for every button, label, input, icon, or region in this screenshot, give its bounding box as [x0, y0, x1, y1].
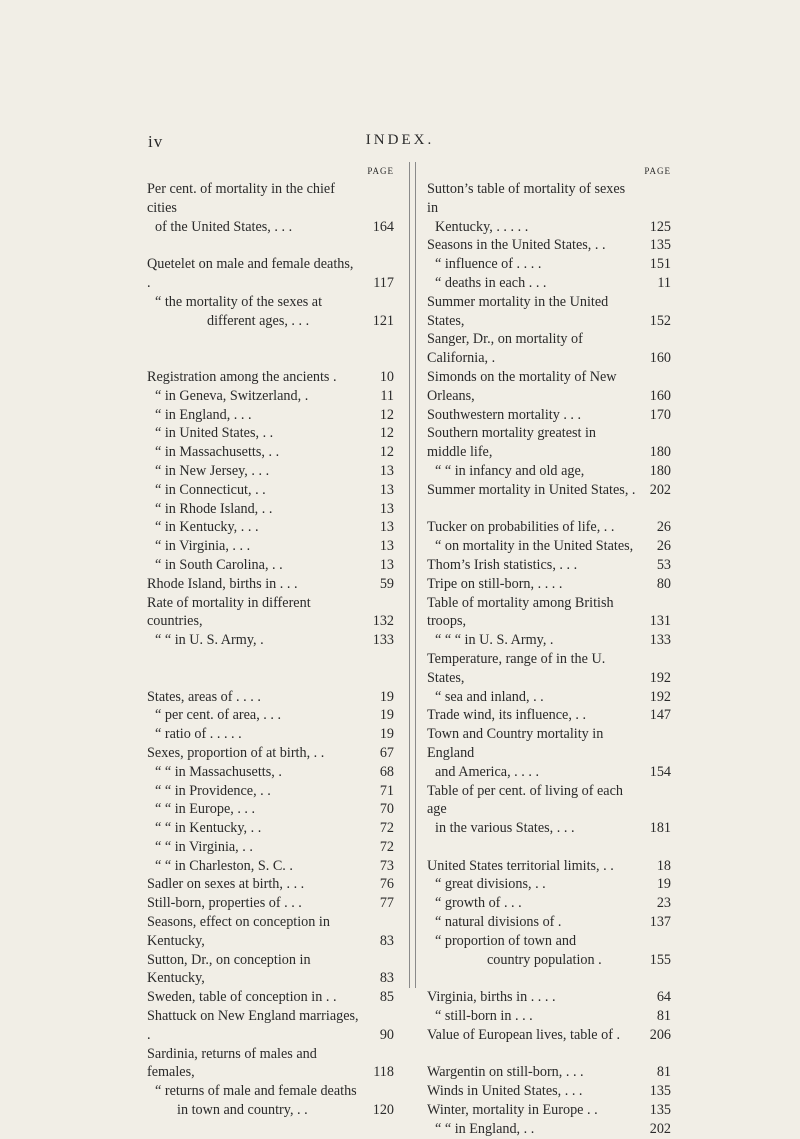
index-entry [427, 650, 671, 688]
entry-text: Thom’s Irish statistics, . . . [427, 556, 578, 573]
index-entry [147, 838, 394, 857]
index-entry [147, 218, 394, 237]
entry-spacer [427, 500, 671, 519]
entry-page-number: 13 [379, 519, 394, 536]
index-column-right [427, 162, 671, 1139]
index-entries [427, 180, 671, 1139]
entry-page-number: 19 [379, 707, 394, 724]
entry-page-number: 154 [649, 763, 671, 780]
entry-page-number: 19 [656, 876, 671, 893]
entry-text: Tripe on still-born, . . . . [427, 575, 563, 592]
entry-text: Simonds on the mortality of New Orleans, [427, 368, 617, 404]
entry-text: “ influence of . . . . [435, 256, 542, 273]
entry-page-number: 67 [379, 744, 394, 761]
page-column-heading: PAGE [367, 166, 394, 176]
entry-text: and America, . . . . [435, 763, 540, 780]
entry-text: “ “ in Providence, . . [155, 782, 271, 799]
entry-text: “ the mortality of the sexes at [155, 293, 323, 310]
entry-text: Sweden, table of conception in . . [147, 989, 337, 1006]
entry-text: Temperature, range of in the U. States, [427, 650, 606, 686]
entry-text: “ on mortality in the United States, [435, 538, 634, 555]
entry-text: “ great divisions, . . [435, 876, 546, 893]
entry-text: “ in Virginia, . . . [155, 538, 251, 555]
entry-page-number: 70 [379, 801, 394, 818]
entry-page-number: 135 [649, 237, 671, 254]
index-entry [147, 575, 394, 594]
entry-page-number: 72 [379, 838, 394, 855]
entry-page-number: 73 [379, 857, 394, 874]
entry-page-number: 206 [649, 1026, 671, 1043]
index-entry [147, 255, 394, 293]
entry-text: in the various States, . . . [435, 820, 575, 837]
index-entry [427, 819, 671, 838]
index-entry [427, 1101, 671, 1120]
index-entry [147, 725, 394, 744]
entry-text: “ proportion of town and [435, 932, 577, 949]
entry-page-number: 181 [649, 820, 671, 837]
entry-page-number: 160 [649, 350, 671, 367]
index-entry [427, 236, 671, 255]
entry-text: “ in Kentucky, . . . [155, 519, 259, 536]
entry-text: Quetelet on male and female deaths, . [147, 256, 354, 291]
index-entry [147, 462, 394, 481]
entry-page-number: 160 [649, 387, 671, 404]
entry-page-number: 13 [379, 556, 394, 573]
index-entry [427, 782, 671, 820]
entry-text: Virginia, births in . . . . [427, 989, 556, 1006]
entry-text: Tucker on probabilities of life, . . [427, 519, 615, 536]
entry-text: Seasons, effect on conception in Kentucky, [147, 914, 330, 949]
entry-page-number: 135 [649, 1083, 671, 1100]
index-entry [427, 988, 671, 1007]
entry-text: “ still-born in . . . [435, 1008, 533, 1025]
entry-page-number: 13 [379, 462, 394, 479]
entry-text: “ natural divisions of . [435, 914, 562, 931]
entry-page-number: 180 [649, 462, 671, 479]
index-entry [147, 293, 394, 312]
entry-text: Sexes, proportion of at birth, . . [147, 744, 325, 761]
index-entry [147, 594, 394, 632]
index-entry [427, 218, 671, 237]
index-entry [147, 763, 394, 782]
entry-text: Sutton’s table of mortality of sexes in [427, 181, 626, 216]
entry-text: Value of European lives, table of . [427, 1026, 621, 1043]
index-entry [147, 1045, 394, 1083]
entry-page-number: 147 [649, 707, 671, 724]
entry-page-number: 117 [373, 274, 394, 291]
index-entry [427, 1007, 671, 1026]
index-entry [147, 518, 394, 537]
entry-text: “ “ “ in U. S. Army, . [435, 632, 554, 649]
entry-text: “ deaths in each . . . [435, 274, 547, 291]
entry-text: Table of per cent. of living of each age [427, 782, 623, 818]
index-entry [147, 500, 394, 519]
entry-spacer [427, 838, 671, 857]
entry-text: “ “ in Kentucky, . . [155, 820, 262, 837]
entry-text: Southwestern mortality . . . [427, 406, 582, 423]
index-entry [427, 932, 671, 951]
index-entry [427, 913, 671, 932]
page-header [0, 132, 800, 156]
entry-text: “ “ in Europe, . . . [155, 801, 256, 818]
entry-page-number: 10 [379, 368, 394, 385]
entry-text: Rhode Island, births in . . . [147, 575, 298, 592]
index-entry [427, 368, 671, 406]
entry-text: of the United States, . . . [155, 218, 293, 235]
entry-page-number: 13 [379, 500, 394, 517]
index-entry [427, 857, 671, 876]
entry-text: “ in England, . . . [155, 406, 252, 423]
entry-text: “ ratio of . . . . . [155, 726, 242, 743]
entry-spacer [147, 650, 394, 669]
entry-page-number: 85 [379, 989, 394, 1006]
index-entry [427, 894, 671, 913]
entry-page-number: 83 [379, 970, 394, 987]
index-entry [427, 951, 671, 970]
entry-text: “ “ in infancy and old age, [435, 462, 585, 479]
index-entry [427, 293, 671, 331]
entry-text: “ “ in England, . . [435, 1120, 535, 1137]
entry-page-number: 23 [656, 895, 671, 912]
entry-text: Sardinia, returns of males and females, [147, 1045, 317, 1081]
entry-page-number: 192 [649, 688, 671, 705]
entry-page-number: 170 [649, 406, 671, 423]
entry-page-number: 59 [379, 575, 394, 592]
entry-page-number: 192 [649, 669, 671, 686]
index-entry [427, 763, 671, 782]
index-entry [427, 706, 671, 725]
running-title: INDEX. [365, 132, 435, 148]
index-entry [147, 312, 394, 331]
entry-text: “ in Connecticut, . . [155, 481, 266, 498]
entry-page-number: 125 [649, 218, 671, 235]
entry-page-number: 90 [379, 1026, 394, 1043]
index-entry [427, 1120, 671, 1139]
index-entry [147, 744, 394, 763]
entry-text: “ in Rhode Island, . . [155, 500, 273, 517]
entry-text: Table of mortality among British troops, [427, 594, 614, 630]
index-entry [147, 782, 394, 801]
entry-spacer [427, 969, 671, 988]
entry-page-number: 81 [656, 1008, 671, 1025]
index-entry [147, 387, 394, 406]
index-entry [427, 1026, 671, 1045]
index-entry [147, 556, 394, 575]
index-entry [147, 368, 394, 387]
index-entry [147, 951, 394, 989]
entry-page-number: 71 [379, 782, 394, 799]
entry-text: “ “ in Virginia, . . [155, 838, 253, 855]
index-entry [427, 725, 671, 763]
entry-page-number: 19 [379, 726, 394, 743]
index-entry [147, 875, 394, 894]
index-entry [147, 537, 394, 556]
entry-text: Shattuck on New England marriages, . [147, 1008, 359, 1043]
entry-text: Sadler on sexes at birth, . . . [147, 876, 305, 893]
index-entry [147, 631, 394, 650]
index-entry [427, 537, 671, 556]
index-entry [427, 274, 671, 293]
index-entry [147, 800, 394, 819]
entry-page-number: 12 [379, 444, 394, 461]
index-entry [147, 424, 394, 443]
entry-text: Trade wind, its influence, . . [427, 707, 587, 724]
index-entry [147, 1007, 394, 1045]
entry-page-number: 135 [649, 1102, 671, 1119]
entry-page-number: 202 [649, 481, 671, 498]
index-entry [427, 180, 671, 218]
entry-text: States, areas of . . . . [147, 688, 261, 705]
index-entry [427, 518, 671, 537]
entry-text: Kentucky, . . . . . [435, 218, 529, 235]
entry-text: “ in Massachusetts, . . [155, 444, 280, 461]
entry-page-number: 131 [649, 613, 671, 630]
entry-page-number: 180 [649, 444, 671, 461]
index-entry [427, 594, 671, 632]
entry-page-number: 26 [656, 519, 671, 536]
entry-page-number: 76 [379, 876, 394, 893]
entry-page-number: 77 [379, 895, 394, 912]
page-column-heading: PAGE [644, 166, 671, 176]
entry-page-number: 68 [379, 763, 394, 780]
entry-spacer [427, 1045, 671, 1064]
entry-text: “ in United States, . . [155, 425, 274, 442]
index-entry [147, 481, 394, 500]
entry-page-number: 202 [649, 1120, 671, 1137]
entry-text: in town and country, . . [177, 1102, 308, 1119]
index-entry [427, 575, 671, 594]
entry-page-number: 18 [656, 857, 671, 874]
entry-page-number: 11 [657, 274, 671, 291]
entry-page-number: 12 [379, 406, 394, 423]
index-entries [147, 180, 394, 1120]
entry-text: “ sea and inland, . . [435, 688, 544, 705]
column-divider [409, 162, 416, 988]
entry-spacer [147, 349, 394, 368]
entry-text: “ in South Carolina, . . [155, 556, 283, 573]
entry-text: Seasons in the United States, . . [427, 237, 606, 254]
index-entry [427, 631, 671, 650]
entry-text: “ in Geneva, Switzerland, . [155, 387, 309, 404]
index-entry [147, 988, 394, 1007]
entry-text: Sutton, Dr., on conception in Kentucky, [147, 951, 311, 987]
index-entry [147, 913, 394, 951]
entry-text: Still-born, properties of . . . [147, 895, 302, 912]
index-entry [427, 330, 671, 368]
entry-page-number: 11 [380, 387, 394, 404]
index-entry [147, 857, 394, 876]
index-entry [147, 819, 394, 838]
entry-text: different ages, . . . [207, 312, 310, 329]
index-entry [427, 406, 671, 425]
index-entry [147, 894, 394, 913]
entry-page-number: 133 [372, 632, 394, 649]
index-entry [427, 424, 671, 462]
entry-page-number: 137 [649, 914, 671, 931]
entry-text: Summer mortality in United States, . [427, 481, 636, 498]
entry-text: “ per cent. of area, . . . [155, 707, 282, 724]
entry-page-number: 13 [379, 538, 394, 555]
entry-page-number: 121 [372, 312, 394, 329]
entry-text: Summer mortality in the United States, [427, 293, 609, 329]
index-entry [147, 688, 394, 707]
entry-text: Town and Country mortality in England [427, 726, 604, 761]
page-folio: iv [148, 132, 164, 151]
entry-text: “ “ in Charleston, S. C. . [155, 857, 293, 874]
entry-text: “ “ in U. S. Army, . [155, 632, 264, 649]
entry-page-number: 120 [372, 1102, 394, 1119]
entry-page-number: 151 [649, 256, 671, 273]
entry-text: Sanger, Dr., on mortality of California, . [427, 331, 583, 367]
entry-spacer [147, 236, 394, 255]
entry-page-number: 152 [649, 312, 671, 329]
index-entry [147, 1101, 394, 1120]
index-entry [147, 443, 394, 462]
entry-page-number: 83 [379, 932, 394, 949]
entry-text: “ in New Jersey, . . . [155, 462, 270, 479]
entry-page-number: 155 [649, 951, 671, 968]
index-entry [147, 180, 394, 218]
index-entry [427, 1063, 671, 1082]
index-column-left [147, 162, 394, 1120]
index-entry [427, 481, 671, 500]
entry-spacer [147, 330, 394, 349]
entry-page-number: 53 [656, 556, 671, 573]
entry-page-number: 133 [649, 632, 671, 649]
entry-text: “ growth of . . . [435, 895, 522, 912]
index-entry [147, 1082, 394, 1101]
entry-page-number: 80 [656, 575, 671, 592]
index-entry [147, 406, 394, 425]
index-entry [427, 688, 671, 707]
entry-text: Wargentin on still-born, . . . [427, 1064, 584, 1081]
entry-page-number: 81 [656, 1064, 671, 1081]
entry-text: Winter, mortality in Europe . . [427, 1102, 598, 1119]
entry-text: country population . [487, 951, 602, 968]
entry-page-number: 132 [372, 613, 394, 630]
index-entry [427, 1082, 671, 1101]
entry-page-number: 118 [373, 1064, 394, 1081]
entry-text: Winds in United States, . . . [427, 1083, 583, 1100]
entry-text: Per cent. of mortality in the chief cities [147, 181, 335, 216]
index-entry [147, 706, 394, 725]
entry-page-number: 72 [379, 820, 394, 837]
entry-page-number: 64 [656, 989, 671, 1006]
entry-spacer [147, 669, 394, 688]
entry-page-number: 12 [379, 425, 394, 442]
entry-page-number: 13 [379, 481, 394, 498]
entry-text: “ “ in Massachusetts, . [155, 763, 282, 780]
index-entry [427, 255, 671, 274]
entry-text: Registration among the ancients . [147, 368, 337, 385]
index-entry [427, 875, 671, 894]
entry-text: United States territorial limits, . . [427, 857, 614, 874]
index-entry [427, 556, 671, 575]
entry-text: Rate of mortality in different countries, [147, 594, 311, 630]
entry-page-number: 26 [656, 538, 671, 555]
entry-text: “ returns of male and female deaths [155, 1083, 357, 1100]
index-entry [427, 462, 671, 481]
entry-page-number: 164 [372, 218, 394, 235]
entry-page-number: 19 [379, 688, 394, 705]
entry-text: Southern mortality greatest in middle life, [427, 425, 597, 461]
